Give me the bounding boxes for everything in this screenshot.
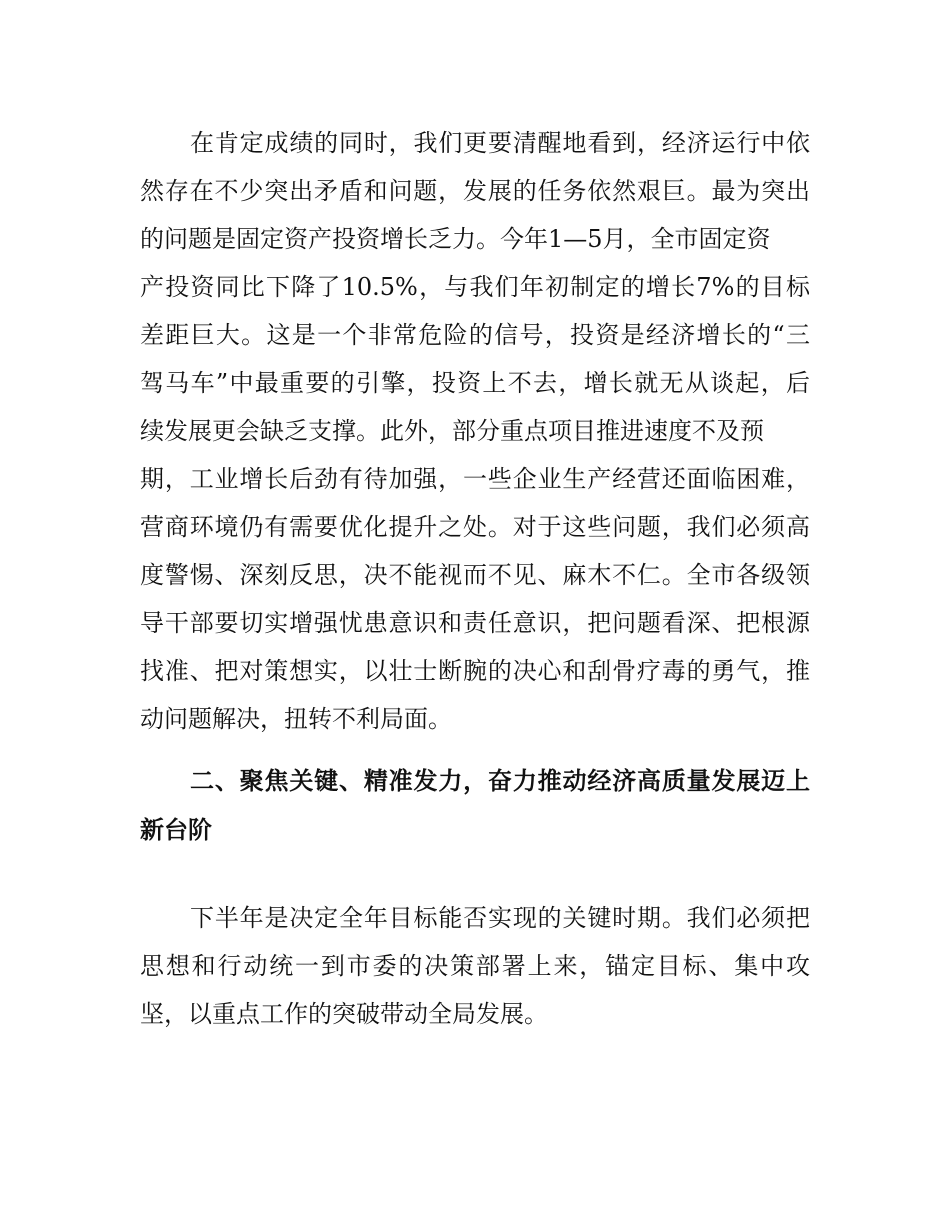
heading-line: 二、聚焦关键、精准发力，奋力推动经济高质量发展迈上 bbox=[190, 767, 810, 795]
text-line: 产投资同比下降了10.5%，与我们年初制定的增长7%的目标 bbox=[140, 273, 810, 301]
text-line: 在肯定成绩的同时，我们更要清醒地看到，经济运行中依 bbox=[190, 129, 810, 157]
text-line: 的问题是固定资产投资增长乏力。今年1—5月，全市固定资 bbox=[140, 225, 771, 253]
heading-line: 新台阶 bbox=[140, 816, 212, 844]
text-line: 期，工业增长后劲有待加强，一些企业生产经营还面临困难， bbox=[140, 465, 810, 493]
text-line: 驾马车”中最重要的引擎，投资上不去，增长就无从谈起，后 bbox=[140, 369, 810, 397]
text-line: 思想和行动统一到市委的决策部署上来，锚定目标、集中攻 bbox=[140, 952, 810, 980]
text-line: 差距巨大。这是一个非常危险的信号，投资是经济增长的“三 bbox=[140, 321, 810, 349]
text-line: 找准、把对策想实，以壮士断腕的决心和刮骨疗毒的勇气，推 bbox=[140, 657, 810, 685]
text-line: 然存在不少突出矛盾和问题，发展的任务依然艰巨。最为突出 bbox=[140, 177, 810, 205]
text-line: 下半年是决定全年目标能否实现的关键时期。我们必须把 bbox=[190, 904, 810, 932]
text-line: 动问题解决，扭转不利局面。 bbox=[140, 705, 452, 733]
text-line: 营商环境仍有需要优化提升之处。对于这些问题，我们必须高 bbox=[140, 513, 810, 541]
text-line: 度警惕、深刻反思，决不能视而不见、麻木不仁。全市各级领 bbox=[140, 561, 810, 589]
text-line: 续发展更会缺乏支撑。此外，部分重点项目推进速度不及预 bbox=[140, 417, 764, 445]
text-line: 坚，以重点工作的突破带动全局发展。 bbox=[140, 1000, 548, 1028]
text-line: 导干部要切实增强忧患意识和责任意识，把问题看深、把根源 bbox=[140, 609, 810, 637]
